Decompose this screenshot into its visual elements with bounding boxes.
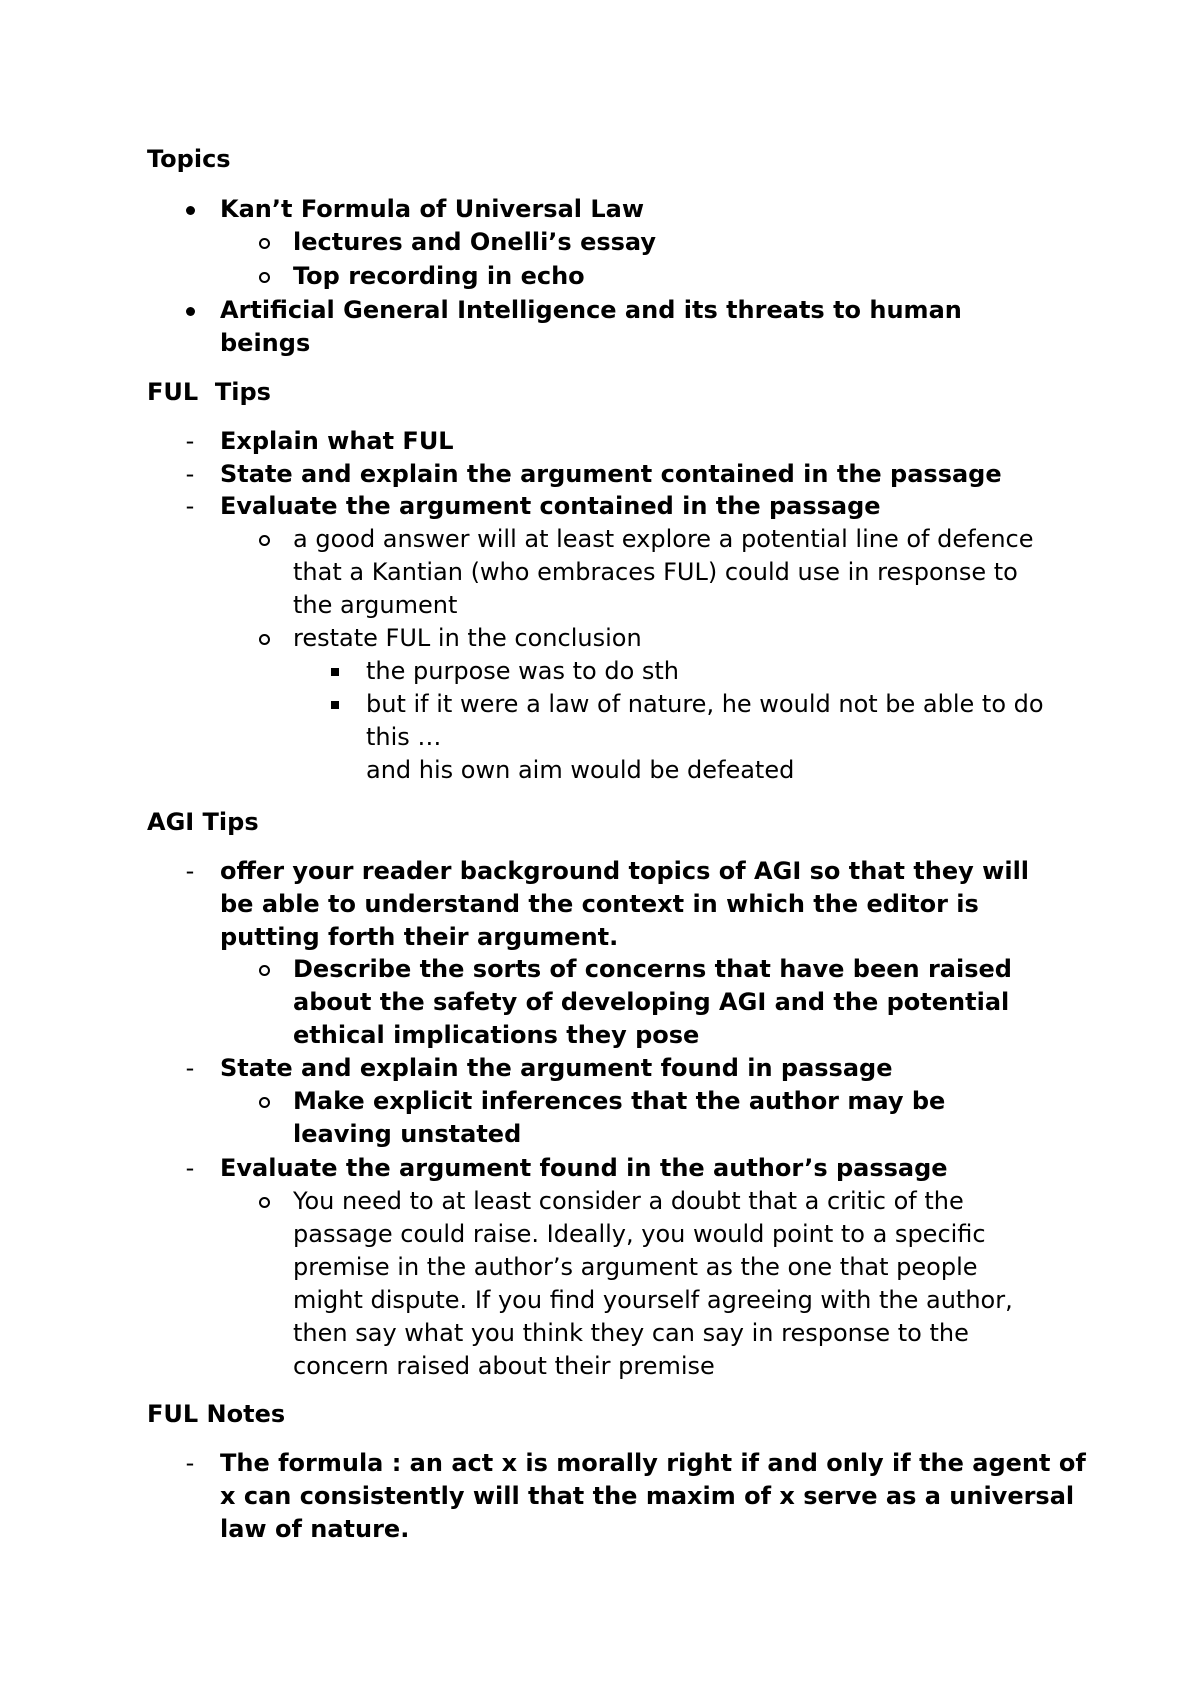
dash-marker: - [185,492,195,520]
agi-tips-item-text: offer your reader background topics of AGI so that they will be able to understand the context in which the editor is putting forth their argument. [220,857,1030,951]
bullet-dot-icon [175,294,205,327]
dash-marker: - [185,1054,195,1082]
dash-marker: - [185,1449,195,1477]
bullet-square-icon [320,655,350,688]
bullet-circle-icon [249,622,279,655]
ful-tips-item-text: Explain what FUL [220,427,454,455]
ful-tips-item-text: State and explain the argument contained in the passage [220,460,1002,488]
dash-marker: - [185,857,195,885]
agi-tips-heading: AGI Tips [147,808,259,836]
topics-item-text: Kan’t Formula of Universal Law [220,195,645,223]
topics-heading: Topics [147,145,231,173]
ful-tips-subsubitem-text: the purpose was to do sth [366,657,680,685]
topics-subitem-text: Top recording in echo [293,262,585,290]
ful-notes-item-text: The formula : an act x is morally right if and only if the agent of x can consistently will that the maxim of x serve as a universal law of nature. [220,1449,1086,1543]
ful-tips-tail-text: and his own aim would be defeated [366,756,795,784]
bullet-circle-icon [249,1085,279,1118]
ful-tips-subitem-text: restate FUL in the conclusion [293,624,642,652]
bullet-square-icon [320,688,350,721]
ful-notes-heading: FUL Notes [147,1400,286,1428]
topics-subitem-text: lectures and Onelli’s essay [293,228,657,256]
ful-tips-heading: FUL Tips [147,378,271,406]
agi-tips-subitem-text: Make explicit inferences that the author may be leaving unstated [293,1087,946,1148]
bullet-circle-icon [249,1185,279,1218]
bullet-dot-icon [175,193,205,226]
bullet-circle-icon [249,260,279,293]
ful-tips-item-text: Evaluate the argument contained in the passage [220,492,881,520]
ful-tips-subsubitem-text: but if it were a law of nature, he would not be able to do this … [366,690,1044,751]
dash-marker: - [185,1154,195,1182]
bullet-circle-icon [249,226,279,259]
dash-marker: - [185,427,195,455]
bullet-circle-icon [249,523,279,556]
agi-tips-item-text: Evaluate the argument found in the author’s passage [220,1154,948,1182]
bullet-circle-icon [249,953,279,986]
agi-tips-subitem-text: Describe the sorts of concerns that have been raised about the safety of developing AGI and the potential ethical implications they pose [293,955,1012,1049]
agi-tips-subitem-text: You need to at least consider a doubt that a critic of the passage could raise. Ideally, you would point to a specific premise in the author’s argument as the one that people might dispute. If you find yourself agreeing with the author, then say what you think they can say in response to the concern raised about their premise [293,1187,1013,1380]
dash-marker: - [185,460,195,488]
ful-tips-subitem-text: a good answer will at least explore a potential line of defence that a Kantian (who embraces FUL) could use in response to the argument [293,525,1034,619]
agi-tips-item-text: State and explain the argument found in passage [220,1054,893,1082]
topics-item-text: Artificial General Intelligence and its threats to human beings [220,296,962,357]
